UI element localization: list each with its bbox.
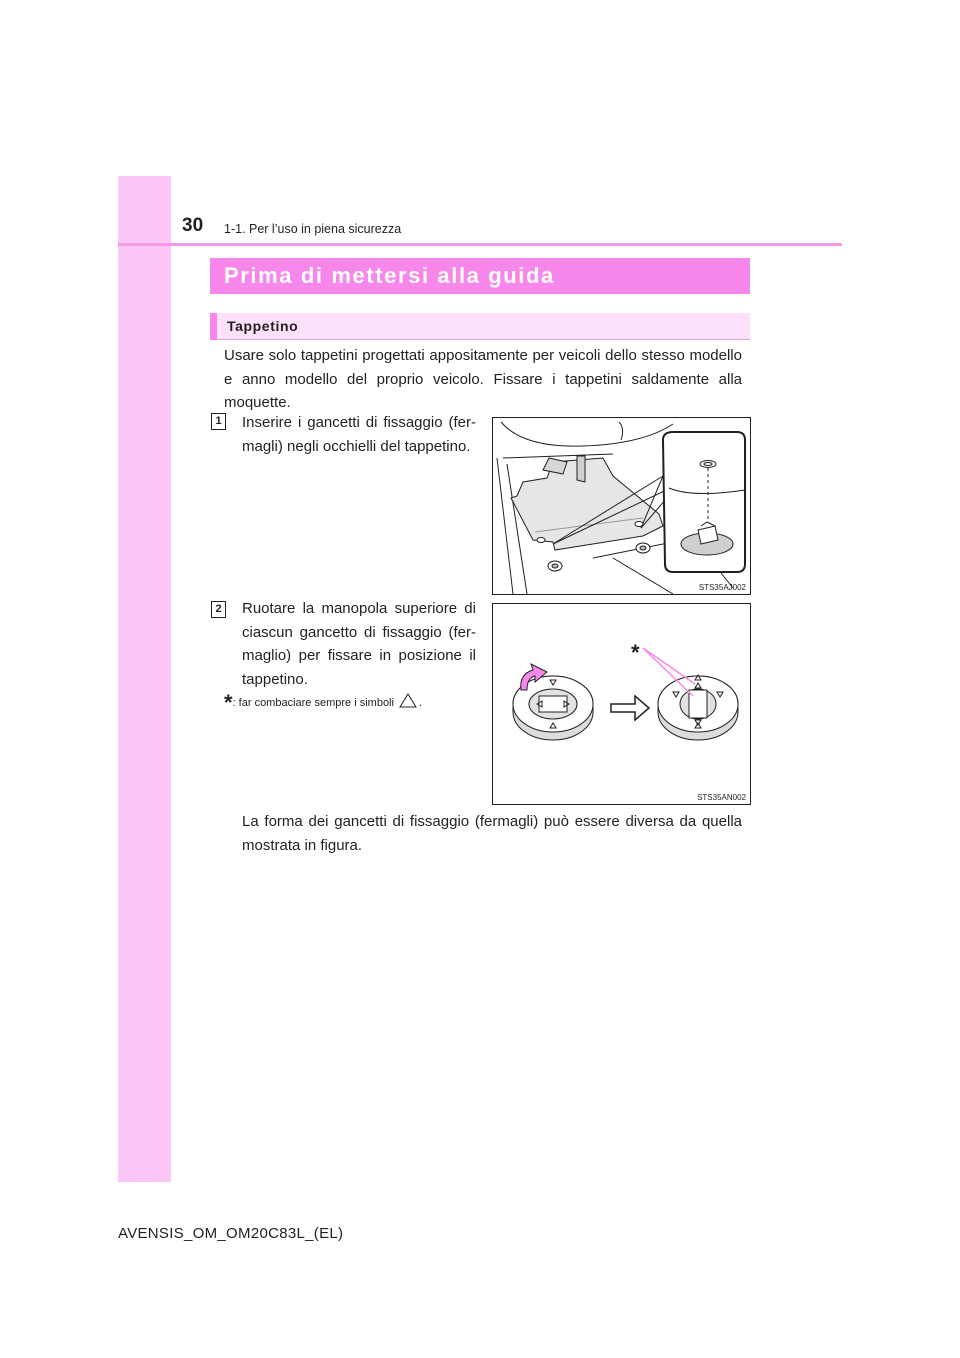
note-text: : far combaciare sempre i simboli	[232, 697, 394, 709]
figure-2-code: STS35AN002	[697, 793, 746, 802]
note-suffix: .	[418, 697, 423, 709]
closing-paragraph: La forma dei gancetti di fissaggio (fermagli) può essere diversa da quella mostrata in figura.	[242, 813, 742, 854]
footer-code: AVENSIS_OM_OM20C83L_(EL)	[118, 1225, 344, 1242]
knob-rotation-illustration	[493, 604, 750, 804]
page-title: Prima di mettersi alla guida	[224, 263, 555, 288]
step-1-text: Inserire i gancetti di fissaggio (fer-magli) negli occhielli del tappetino.	[242, 414, 476, 455]
side-tab	[118, 176, 171, 1182]
note	[224, 690, 422, 716]
subheading-bar	[210, 313, 750, 340]
figure-asterisk: *	[631, 640, 640, 665]
section-label: 1-1. Per l’uso in piena sicurezza	[224, 222, 402, 236]
floor-mat-illustration	[493, 418, 750, 594]
figure-knob-rotation	[492, 603, 751, 805]
note-asterisk: *	[224, 690, 233, 715]
figure-mat-hooks	[492, 417, 751, 595]
page-number: 30	[182, 215, 204, 236]
step-1-number: 1	[211, 413, 226, 430]
step-2-number: 2	[211, 601, 226, 618]
intro-paragraph: Usare solo tappetini progettati appositamente per veicoli dello stesso modello e anno modello del proprio veicolo. Fissare i tappetini saldamente alla moquette.	[224, 347, 742, 411]
triangle-symbol-icon	[399, 693, 417, 708]
header-rule	[118, 243, 842, 246]
subheading-accent	[210, 313, 217, 340]
step-2-text: Ruotare la manopola superiore di ciascun gancetto di fissaggio (fer-maglio) per fissare in posizione il tappetino.	[242, 600, 476, 688]
subheading: Tappetino	[227, 318, 299, 334]
title-bar	[210, 258, 750, 294]
figure-1-code: STS35AJ002	[698, 583, 746, 592]
